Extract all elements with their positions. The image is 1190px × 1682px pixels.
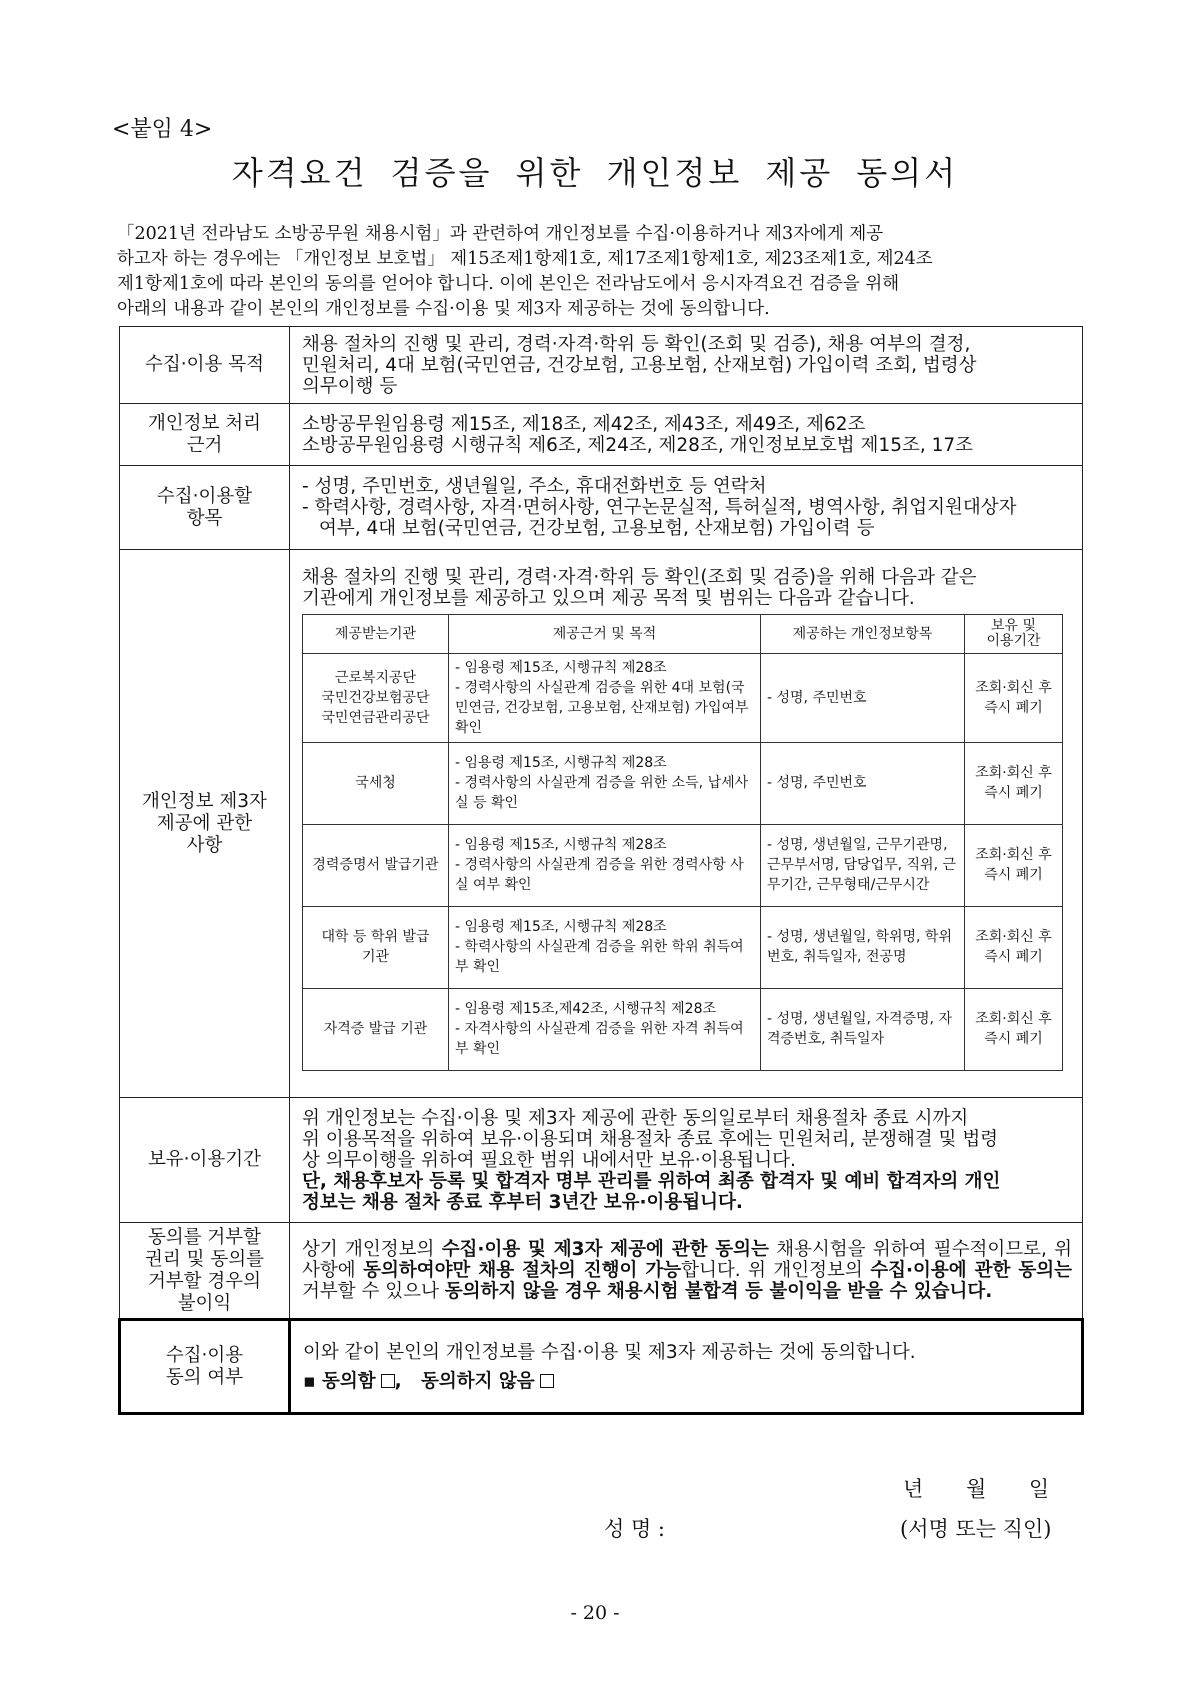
basis-item: - 임용령 제15조, 시행규칙 제28조 [455,837,667,853]
third-party-header [120,550,290,1098]
third-party-intro-line: 기관에게 개인정보를 제공하고 있으며 제공 목적 및 범위는 다음과 같습니다. [302,587,915,609]
items-header [120,466,290,550]
provision-basis [449,988,761,1070]
provided-items: - 성명, 주민번호 [761,742,965,824]
purpose-line: 채용 절차의 진행 및 관리, 경력·자격·학위 등 확인(조회 및 검증), 채용 여부의 결정, [302,333,971,355]
basis-item: - 임용령 제15조,제42조, 시행규칙 제28조 [455,1001,717,1017]
recipient-org: 대학 등 학위 발급 기관 [303,906,449,988]
provision-basis [449,906,761,988]
consent-header-line: 동의 여부 [165,1366,244,1388]
recipient-org: 근로복지공단 국민건강보험공단 국민연금관리공단 [303,653,449,742]
retention-period: 조회·회신 후 즉시 폐기 [965,653,1063,742]
retention-period: 조회·회신 후 즉시 폐기 [965,824,1063,906]
third-party-table-row [303,988,1063,1070]
items-row [120,466,1083,550]
column-header: 제공받는기관 [303,614,449,653]
intro-line: 아래의 내용과 같이 본인의 개인정보를 수집·이용 및 제3자 제공하는 것에 동의합니다. [117,299,770,319]
column-header: 제공근거 및 목적 [449,614,761,653]
retention-period: 조회·회신 후 즉시 폐기 [965,988,1063,1070]
provision-basis [449,824,761,906]
third-party-content [290,550,1083,1098]
retention-content [290,1098,1083,1223]
recipient-org: 국세청 [303,742,449,824]
refusal-bold-text: 동의하여야만 채용 절차의 진행이 가능 [363,1260,682,1281]
third-party-header-line: 개인정보 제3자 [142,790,267,812]
intro-line: 제1항제1호에 따라 본인의 동의를 얻어야 합니다. 이에 본인은 전라남도에서 응시자격요건 검증을 위해 [117,274,900,294]
purpose-row [120,327,1083,404]
refusal-bold-text: 동의하지 않을 경우 채용시험 불합격 등 불이익을 받을 수 있습니다. [444,1281,993,1302]
basis-item: - 경력사항의 사실관계 검증을 위한 경력사항 사실 여부 확인 [455,857,744,893]
items-header-line: 항목 [186,507,223,529]
retention-line: 위 개인정보는 수집·이용 및 제3자 제공에 관한 동의일로부터 채용절차 종료 시까지 [302,1107,969,1129]
retention-period: 조회·회신 후 즉시 폐기 [965,906,1063,988]
attachment-label: <붙임 4> [112,117,213,142]
provision-basis [449,653,761,742]
refusal-content [290,1223,1083,1320]
agree-checkbox[interactable] [381,1374,395,1388]
refusal-text: 합니다. 위 개인정보의 [681,1260,871,1281]
third-party-row [120,550,1083,1098]
basis-item: - 경력사항의 사실관계 검증을 위한 소득, 납세사실 등 확인 [455,775,749,811]
refusal-bold-text: 수집·이용에 관한 동의는 [870,1260,1072,1281]
purpose-line: 의무이행 등 [302,375,398,397]
third-party-table-row [303,742,1063,824]
disagree-label: 동의하지 않음 [420,1370,535,1392]
consent-row [120,1320,1083,1414]
retention-bold-line: 정보는 채용 절차 종료 후부터 3년간 보유·이용됩니다. [302,1191,743,1213]
refusal-header [120,1223,290,1320]
recipient-org: 자격증 발급 기관 [303,988,449,1070]
provision-basis [449,742,761,824]
items-line: - 성명, 주민번호, 생년월일, 주소, 휴대전화번호 등 연락처 [302,476,767,497]
refusal-header-line: 권리 및 동의를 [145,1248,264,1270]
refusal-header-line: 불이익 [177,1292,232,1314]
items-header-line: 수집·이용할 [156,485,253,507]
basis-item: - 임용령 제15조, 시행규칙 제28조 [455,659,667,676]
consent-header [120,1320,290,1414]
third-party-header-line: 사항 [186,834,223,856]
refusal-text: 거부할 수 있으나 [302,1281,445,1302]
basis-header-line: 근거 [186,434,223,456]
provided-items: - 성명, 생년월일, 학위명, 학위번호, 취득일자, 전공명 [761,906,965,988]
basis-line: 소방공무원임용령 제15조, 제18조, 제42조, 제43조, 제49조, 제62조 [302,413,866,435]
basis-header-line: 개인정보 처리 [147,412,262,434]
third-party-table [302,614,1063,1071]
third-party-intro-line: 채용 절차의 진행 및 관리, 경력·자격·학위 등 확인(조회 및 검증)을 위해 다음과 같은 [302,566,977,588]
date-line: 년 월 일 [903,1477,1050,1501]
retention-line: 상 의무이행을 위하여 필요한 범위 내에서만 보유·이용됩니다. [302,1149,796,1171]
retention-row [120,1098,1083,1223]
column-header: 보유 및 이용기간 [965,614,1063,653]
provided-items: - 성명, 생년월일, 자격증명, 자격증번호, 취득일자 [761,988,965,1070]
intro-line: 「2021년 전라남도 소방공무원 채용시험」과 관련하여 개인정보를 수집·이용하거나 제3자에게 제공 [117,224,884,244]
third-party-table-row [303,906,1063,988]
refusal-header-line: 동의를 거부할 [147,1226,262,1248]
retention-bold-line: 단, 채용후보자 등록 및 합격자 명부 관리를 위하여 최종 합격자 및 예비 합격자의 개인 [302,1170,1001,1192]
bullet-icon: ▪ [303,1370,316,1392]
purpose-content [290,327,1083,404]
items-line: - 학력사항, 경력사항, 자격·면허사항, 연구논문실적, 특허실적, 병역사항, 취업지원대상자 [302,497,1017,518]
provided-items: - 성명, 생년월일, 근무기관명, 근무부서명, 담당업무, 직위, 근무기간, 근무형태/근무시간 [761,824,965,906]
consent-header-line: 수집·이용 [165,1344,244,1366]
consent-statement: 이와 같이 본인의 개인정보를 수집·이용 및 제3자 제공하는 것에 동의합니다. [303,1341,916,1363]
basis-row [120,404,1083,466]
basis-header [120,404,290,466]
refusal-header-line: 거부할 경우의 [147,1270,262,1292]
basis-item: - 학력사항의 사실관계 검증을 위한 학위 취득여부 확인 [455,939,744,975]
third-party-header-line: 제공에 관한 [156,812,253,834]
intro-line: 하고자 하는 경우에는 「개인정보 보호법」 제15조제1항제1호, 제17조제1항제1호, 제23조제1호, 제24조 [117,249,933,269]
third-party-table-row [303,824,1063,906]
items-content [290,466,1083,550]
retention-line: 위 이용목적을 위하여 보유·이용되며 채용절차 종료 후에는 민원처리, 분쟁해결 및 법령 [302,1128,999,1150]
items-line: 여부, 4대 보험(국민연금, 건강보험, 고용보험, 산재보험) 가입이력 등 [319,518,875,539]
basis-item: - 자격사항의 사실관계 검증을 위한 자격 취득여부 확인 [455,1021,744,1057]
third-party-table-header [303,614,1063,653]
consent-form-table [118,326,1084,1415]
purpose-header: 수집·이용 목적 [120,327,290,404]
basis-content [290,404,1083,466]
recipient-org: 경력증명서 발급기관 [303,824,449,906]
consent-content [290,1320,1083,1414]
basis-item: - 임용령 제15조, 시행규칙 제28조 [455,919,667,935]
basis-line: 소방공무원임용령 시행규칙 제6조, 제24조, 제28조, 개인정보보호법 제15조, 17조 [302,434,974,456]
column-header: 제공하는 개인정보항목 [761,614,965,653]
refusal-bold-text: 수집·이용 및 제3자 제공에 관한 동의는 [441,1239,769,1260]
disagree-checkbox[interactable] [540,1374,554,1388]
refusal-text: 채용시험을 위하여 필수적이므로, 위 사항에 [302,1239,1073,1281]
basis-item: - 경력사항의 사실관계 검증을 위한 4대 보험(국민연금, 건강보험, 고용보험, 산재보험) 가입여부 확인 [455,679,749,736]
sign-label: 성 명 : [604,1517,665,1541]
document-title: 자격요건 검증을 위한 개인정보 제공 동의서 [231,154,959,192]
intro-paragraph [117,222,1080,322]
refusal-row [120,1223,1083,1320]
purpose-line: 민원처리, 4대 보험(국민연금, 건강보험, 고용보험, 산재보험) 가입이력 조회, 법령상 [302,354,977,376]
page-number: - 20 - [570,1602,620,1624]
retention-header: 보유·이용기간 [120,1098,290,1223]
agree-label: 동의함 [322,1370,376,1392]
consent-options: ▪ 동의함 , 동의하지 않음 [303,1371,1071,1392]
retention-period: 조회·회신 후 즉시 폐기 [965,742,1063,824]
refusal-text: 상기 개인정보의 [302,1239,442,1260]
provided-items: - 성명, 주민번호 [761,653,965,742]
basis-item: - 임용령 제15조, 시행규칙 제28조 [455,755,667,771]
third-party-table-row [303,653,1063,742]
sign-hint: (서명 또는 직인) [900,1517,1052,1541]
